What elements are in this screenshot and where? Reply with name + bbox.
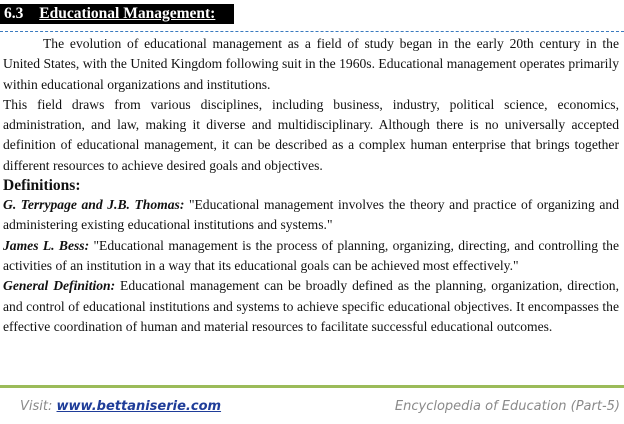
page-footer: [0, 399, 624, 421]
definition-speaker: James L. Bess:: [3, 237, 90, 253]
definition-text: "Educational management involves the theory and practice of organizing and administering existing educational institutions and systems.": [3, 197, 619, 233]
definition-item: [3, 195, 619, 236]
definition-speaker: General Definition:: [3, 278, 116, 294]
intro-paragraph: The evolution of educational management as a field of study began in the early 20th century in the United States, with the United Kingdom following suit in the 1960s. Educational management operates primarily within educational organizations and institutions.: [3, 36, 619, 92]
footer-visit: [20, 399, 221, 414]
website-link[interactable]: www.bettaniserie.com: [56, 399, 222, 414]
definition-item: [3, 236, 619, 277]
visit-label: Visit:: [20, 399, 53, 414]
body-paragraph: This field draws from various disciplines, including business, industry, political science, economics, administration, and law, making it diverse and multidisciplinary. Although there is no universally accepted definition of educational management, it can be described as a complex human enterprise that brings together different resources to achieve desired goals and objectives.: [3, 96, 619, 173]
section-heading: [0, 4, 234, 24]
book-title: Encyclopedia of Education (Part-5): [394, 399, 620, 414]
section-number: 6.3: [4, 5, 24, 22]
definition-item: [3, 276, 619, 337]
definition-speaker: G. Terrypage and J.B. Thomas:: [3, 197, 185, 213]
definitions-heading: Definitions:: [3, 177, 81, 195]
article-body: [3, 34, 619, 337]
footer-divider: [0, 385, 624, 388]
definition-text: "Educational management is the process of planning, organizing, directing, and controlling the activities of an institution in a way that its educational goals can be achieved most effectively.": [3, 237, 619, 273]
definition-text: Educational management can be broadly defined as the planning, organization, direction, and control of educational institutions and systems to achieve specific educational objectives. It encompasses the effective coordination of human and material resources to facilitate successful educational outcomes.: [3, 278, 619, 334]
heading-divider: [0, 31, 624, 32]
section-title: Educational Management:: [39, 5, 216, 22]
